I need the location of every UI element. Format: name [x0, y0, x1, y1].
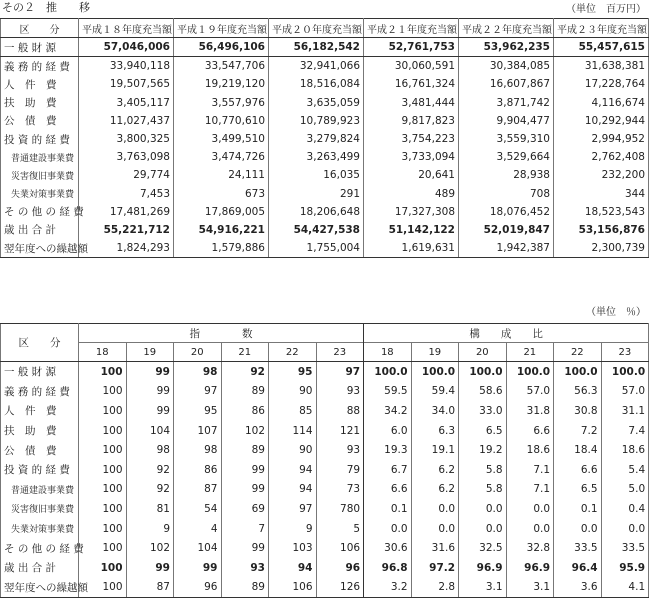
- table1-row-label: そ の 他 の 経 費: [1, 203, 79, 221]
- table1-cell: 10,292,944: [554, 112, 649, 130]
- table1-cell: 3,557,976: [174, 94, 269, 112]
- index-cell: 102: [126, 538, 174, 558]
- ratio-cell: 33.5: [601, 538, 649, 558]
- index-cell: 79: [316, 460, 364, 480]
- table1-cell: 51,142,122: [364, 221, 459, 239]
- ratio-group-header: 構 成 比: [364, 324, 649, 343]
- ratio-cell: 96.8: [364, 558, 412, 578]
- ratio-cell: 0.0: [459, 519, 507, 539]
- ratio-cell: 5.8: [459, 480, 507, 500]
- ratio-cell: 6.6: [364, 480, 412, 500]
- ratio-cell: 3.2: [364, 578, 412, 598]
- index-cell: 104: [174, 538, 222, 558]
- ratio-cell: 5.4: [601, 460, 649, 480]
- index-cell: 86: [174, 460, 222, 480]
- table1-cell: 3,800,325: [79, 130, 174, 148]
- table2-row-label: 普通建設事業費: [1, 480, 79, 500]
- table2-row: [1, 499, 649, 519]
- index-cell: 103: [269, 538, 317, 558]
- table1-cell: 29,774: [79, 166, 174, 184]
- table1-cell: 1,579,886: [174, 239, 269, 258]
- table1-cell: 1,824,293: [79, 239, 174, 258]
- table1-year-header: 平成２３年度充当額: [554, 19, 649, 38]
- table2-group-header-row: [1, 324, 649, 343]
- table2-row: [1, 421, 649, 441]
- table1-cell: 1,755,004: [269, 239, 364, 258]
- ratio-cell: 0.0: [459, 499, 507, 519]
- ratio-cell: 100.0: [459, 362, 507, 382]
- table1-row: [1, 75, 649, 93]
- index-cell: 89: [221, 440, 269, 460]
- table1-cell: 32,941,066: [269, 57, 364, 76]
- table1-cell: 18,206,648: [269, 203, 364, 221]
- table1-cell: 30,384,085: [459, 57, 554, 76]
- table1-row: [1, 221, 649, 239]
- ratio-cell: 2.8: [411, 578, 459, 598]
- table1-cell: 33,547,706: [174, 57, 269, 76]
- index-cell: 92: [126, 460, 174, 480]
- table2-row-label: 義 務 的 経 費: [1, 382, 79, 402]
- table1-cell: 10,789,923: [269, 112, 364, 130]
- table1-cell: 344: [554, 185, 649, 203]
- table2-header-label: 区 分: [1, 324, 79, 362]
- table1-cell: 3,559,310: [459, 130, 554, 148]
- table2-year-header: 20: [174, 343, 222, 362]
- table2-year-header: 21: [506, 343, 554, 362]
- ratio-cell: 0.0: [411, 499, 459, 519]
- index-cell: 93: [316, 440, 364, 460]
- index-group-header: 指 数: [79, 324, 364, 343]
- table2-row-label: 歳 出 合 計: [1, 558, 79, 578]
- table1-cell: 9,817,823: [364, 112, 459, 130]
- index-cell: 99: [174, 558, 222, 578]
- table2-row: [1, 578, 649, 598]
- ratio-cell: 18.4: [554, 440, 602, 460]
- index-cell: 107: [174, 421, 222, 441]
- ratio-cell: 6.5: [459, 421, 507, 441]
- ratio-cell: 57.0: [506, 382, 554, 402]
- index-cell: 95: [269, 362, 317, 382]
- table1-row: [1, 57, 649, 76]
- index-cell: 97: [316, 362, 364, 382]
- ratio-cell: 3.6: [554, 578, 602, 598]
- ratio-cell: 100.0: [364, 362, 412, 382]
- table2-row: [1, 460, 649, 480]
- table2-year-header: 23: [601, 343, 649, 362]
- table1-cell: 3,763,098: [79, 148, 174, 166]
- index-cell: 99: [221, 538, 269, 558]
- table2-year-header: 19: [126, 343, 174, 362]
- index-cell: 89: [221, 382, 269, 402]
- table1-year-header: 平成１９年度充当額: [174, 19, 269, 38]
- table1-cell: 55,221,712: [79, 221, 174, 239]
- ratio-cell: 6.6: [506, 421, 554, 441]
- index-cell: 100: [79, 558, 127, 578]
- ratio-cell: 6.2: [411, 460, 459, 480]
- table1-cell: 11,027,437: [79, 112, 174, 130]
- index-cell: 99: [221, 480, 269, 500]
- table1-row-label: 歳 出 合 計: [1, 221, 79, 239]
- table2-year-header: 22: [554, 343, 602, 362]
- ratio-cell: 18.6: [601, 440, 649, 460]
- table2-row: [1, 440, 649, 460]
- index-cell: 69: [221, 499, 269, 519]
- table1-cell: 53,962,235: [459, 38, 554, 57]
- index-cell: 106: [269, 578, 317, 598]
- table1-cell: 57,046,006: [79, 38, 174, 57]
- index-cell: 4: [174, 519, 222, 539]
- table1-cell: 3,754,223: [364, 130, 459, 148]
- table1-row: [1, 112, 649, 130]
- table2-year-header: 19: [411, 343, 459, 362]
- table2-row: [1, 382, 649, 402]
- ratio-cell: 33.5: [554, 538, 602, 558]
- table1-row-label: 扶 助 費: [1, 94, 79, 112]
- table1-cell: 2,994,952: [554, 130, 649, 148]
- index-cell: 88: [316, 401, 364, 421]
- ratio-cell: 6.5: [554, 480, 602, 500]
- index-cell: 104: [126, 421, 174, 441]
- table1-cell: 17,228,764: [554, 75, 649, 93]
- index-ratio-table: [0, 323, 649, 598]
- index-cell: 99: [221, 460, 269, 480]
- table1-cell: 53,156,876: [554, 221, 649, 239]
- table1-row: [1, 203, 649, 221]
- table1-cell: 3,263,499: [269, 148, 364, 166]
- table1-row-label: 普通建設事業費: [1, 148, 79, 166]
- table1-year-header: 平成２２年度充当額: [459, 19, 554, 38]
- table1-cell: 16,035: [269, 166, 364, 184]
- table2-year-header: 23: [316, 343, 364, 362]
- ratio-cell: 0.0: [506, 499, 554, 519]
- table2-row-label: 一 般 財 源: [1, 362, 79, 382]
- index-cell: 92: [221, 362, 269, 382]
- table2-row: [1, 362, 649, 382]
- table1-header-row: [1, 19, 649, 38]
- table1-cell: 232,200: [554, 166, 649, 184]
- table1-cell: 17,327,308: [364, 203, 459, 221]
- table1-year-header: 平成２０年度充当額: [269, 19, 364, 38]
- table1-cell: 16,607,867: [459, 75, 554, 93]
- table1-cell: 3,529,664: [459, 148, 554, 166]
- table1-row-label: 一 般 財 源: [1, 38, 79, 57]
- index-cell: 95: [174, 401, 222, 421]
- table1-year-header: 平成１８年度充当額: [79, 19, 174, 38]
- ratio-cell: 6.3: [411, 421, 459, 441]
- ratio-cell: 5.8: [459, 460, 507, 480]
- ratio-cell: 3.1: [459, 578, 507, 598]
- table2-year-header: 20: [459, 343, 507, 362]
- table1-cell: 708: [459, 185, 554, 203]
- ratio-cell: 30.6: [364, 538, 412, 558]
- index-cell: 89: [221, 578, 269, 598]
- index-cell: 81: [126, 499, 174, 519]
- table1-cell: 56,496,106: [174, 38, 269, 57]
- table1-row: [1, 166, 649, 184]
- index-cell: 99: [126, 401, 174, 421]
- ratio-cell: 100.0: [601, 362, 649, 382]
- index-cell: 73: [316, 480, 364, 500]
- index-cell: 100: [79, 401, 127, 421]
- ratio-cell: 7.1: [506, 460, 554, 480]
- table1-cell: 19,507,565: [79, 75, 174, 93]
- table1-cell: 2,762,408: [554, 148, 649, 166]
- index-cell: 121: [316, 421, 364, 441]
- table2-year-header: 22: [269, 343, 317, 362]
- table2-row-label: そ の 他 の 経 費: [1, 538, 79, 558]
- table1-cell: 24,111: [174, 166, 269, 184]
- table1-cell: 2,300,739: [554, 239, 649, 258]
- ratio-cell: 19.3: [364, 440, 412, 460]
- table2-row: [1, 519, 649, 539]
- table2-row-label: 公 債 費: [1, 440, 79, 460]
- index-cell: 114: [269, 421, 317, 441]
- table2-year-header: 18: [364, 343, 412, 362]
- index-cell: 92: [126, 480, 174, 500]
- ratio-cell: 96.9: [506, 558, 554, 578]
- table1-row: [1, 130, 649, 148]
- ratio-cell: 7.2: [554, 421, 602, 441]
- ratio-cell: 57.0: [601, 382, 649, 402]
- index-cell: 9: [269, 519, 317, 539]
- table2-row-label: 失業対策事業費: [1, 519, 79, 539]
- table1-cell: 18,523,543: [554, 203, 649, 221]
- index-cell: 100: [79, 519, 127, 539]
- index-cell: 90: [269, 382, 317, 402]
- ratio-cell: 19.1: [411, 440, 459, 460]
- ratio-cell: 0.0: [411, 519, 459, 539]
- index-cell: 100: [79, 480, 127, 500]
- table2-year-header: 21: [221, 343, 269, 362]
- table1-cell: 3,871,742: [459, 94, 554, 112]
- ratio-cell: 6.0: [364, 421, 412, 441]
- ratio-cell: 56.3: [554, 382, 602, 402]
- table2-year-header: 18: [79, 343, 127, 362]
- ratio-cell: 59.4: [411, 382, 459, 402]
- ratio-cell: 7.1: [506, 480, 554, 500]
- table1-row-label: 災害復旧事業費: [1, 166, 79, 184]
- table1-header-label: 区 分: [1, 19, 79, 38]
- table2-row: [1, 401, 649, 421]
- table1-row-label: 人 件 費: [1, 75, 79, 93]
- ratio-cell: 0.0: [364, 519, 412, 539]
- ratio-cell: 0.1: [554, 499, 602, 519]
- table1-cell: 9,904,477: [459, 112, 554, 130]
- table1-cell: 18,516,084: [269, 75, 364, 93]
- index-cell: 100: [79, 362, 127, 382]
- table2-row: [1, 538, 649, 558]
- table1-cell: 30,060,591: [364, 57, 459, 76]
- table1-cell: 3,481,444: [364, 94, 459, 112]
- index-cell: 96: [316, 558, 364, 578]
- ratio-cell: 0.4: [601, 499, 649, 519]
- index-cell: 87: [174, 480, 222, 500]
- ratio-cell: 30.8: [554, 401, 602, 421]
- ratio-cell: 3.1: [506, 578, 554, 598]
- table1-cell: 54,427,538: [269, 221, 364, 239]
- ratio-cell: 32.5: [459, 538, 507, 558]
- table1-cell: 54,916,221: [174, 221, 269, 239]
- ratio-cell: 100.0: [554, 362, 602, 382]
- index-cell: 94: [269, 460, 317, 480]
- unit-label-2: （単位 ％）: [586, 307, 646, 318]
- index-cell: 100: [79, 499, 127, 519]
- index-cell: 93: [221, 558, 269, 578]
- ratio-cell: 33.0: [459, 401, 507, 421]
- ratio-cell: 96.4: [554, 558, 602, 578]
- ratio-cell: 34.0: [411, 401, 459, 421]
- index-cell: 100: [79, 460, 127, 480]
- index-cell: 100: [79, 538, 127, 558]
- index-cell: 98: [174, 362, 222, 382]
- table1-cell: 52,019,847: [459, 221, 554, 239]
- ratio-cell: 58.6: [459, 382, 507, 402]
- index-cell: 98: [174, 440, 222, 460]
- table1-row-label: 翌年度への繰越額: [1, 239, 79, 258]
- unit-label-1: （単位 百万円）: [566, 4, 646, 15]
- table1-cell: 18,076,452: [459, 203, 554, 221]
- index-cell: 99: [126, 362, 174, 382]
- table1-row: [1, 38, 649, 57]
- ratio-cell: 5.0: [601, 480, 649, 500]
- table1-cell: 7,453: [79, 185, 174, 203]
- ratio-cell: 0.0: [506, 519, 554, 539]
- table1-year-header: 平成２１年度充当額: [364, 19, 459, 38]
- ratio-cell: 100.0: [411, 362, 459, 382]
- ratio-cell: 96.9: [459, 558, 507, 578]
- table2-row-label: 投 資 的 経 費: [1, 460, 79, 480]
- table2-year-header-row: [1, 343, 649, 362]
- index-cell: 97: [174, 382, 222, 402]
- table2-row-label: 災害復旧事業費: [1, 499, 79, 519]
- table1-cell: 4,116,674: [554, 94, 649, 112]
- table1-cell: 33,940,118: [79, 57, 174, 76]
- table1-row: [1, 239, 649, 258]
- table1-cell: 20,641: [364, 166, 459, 184]
- index-cell: 9: [126, 519, 174, 539]
- table1-row-label: 投 資 的 経 費: [1, 130, 79, 148]
- table1-cell: 56,182,542: [269, 38, 364, 57]
- table1-cell: 28,938: [459, 166, 554, 184]
- ratio-cell: 19.2: [459, 440, 507, 460]
- table1-cell: 3,733,094: [364, 148, 459, 166]
- ratio-cell: 0.1: [364, 499, 412, 519]
- index-cell: 94: [269, 558, 317, 578]
- table1-cell: 17,481,269: [79, 203, 174, 221]
- index-cell: 780: [316, 499, 364, 519]
- table1-cell: 3,635,059: [269, 94, 364, 112]
- table1-cell: 17,869,005: [174, 203, 269, 221]
- index-cell: 98: [126, 440, 174, 460]
- index-cell: 100: [79, 382, 127, 402]
- table2-row: [1, 558, 649, 578]
- ratio-cell: 34.2: [364, 401, 412, 421]
- ratio-cell: 97.2: [411, 558, 459, 578]
- table1-row: [1, 185, 649, 203]
- table1-cell: 3,279,824: [269, 130, 364, 148]
- ratio-cell: 100.0: [506, 362, 554, 382]
- ratio-cell: 59.5: [364, 382, 412, 402]
- table2-row-label: 翌年度への繰越額: [1, 578, 79, 598]
- ratio-cell: 32.8: [506, 538, 554, 558]
- ratio-cell: 0.0: [601, 519, 649, 539]
- table1-cell: 1,942,387: [459, 239, 554, 258]
- index-cell: 100: [79, 421, 127, 441]
- index-cell: 54: [174, 499, 222, 519]
- table1-cell: 16,761,324: [364, 75, 459, 93]
- table1-row: [1, 94, 649, 112]
- index-cell: 100: [79, 578, 127, 598]
- index-cell: 7: [221, 519, 269, 539]
- transition-amount-table: [0, 18, 649, 258]
- table1-cell: 3,499,510: [174, 130, 269, 148]
- section-title: その２ 推 移: [2, 1, 90, 14]
- table2-row-label: 人 件 費: [1, 401, 79, 421]
- index-cell: 93: [316, 382, 364, 402]
- ratio-cell: 31.1: [601, 401, 649, 421]
- index-cell: 90: [269, 440, 317, 460]
- ratio-cell: 95.9: [601, 558, 649, 578]
- table1-row-label: 義 務 的 経 費: [1, 57, 79, 76]
- table1-cell: 55,457,615: [554, 38, 649, 57]
- table1-cell: 291: [269, 185, 364, 203]
- ratio-cell: 6.6: [554, 460, 602, 480]
- ratio-cell: 6.2: [411, 480, 459, 500]
- ratio-cell: 4.1: [601, 578, 649, 598]
- ratio-cell: 0.0: [554, 519, 602, 539]
- index-cell: 126: [316, 578, 364, 598]
- table1-cell: 1,619,631: [364, 239, 459, 258]
- index-cell: 99: [126, 382, 174, 402]
- ratio-cell: 31.6: [411, 538, 459, 558]
- table1-row-label: 公 債 費: [1, 112, 79, 130]
- table1-cell: 489: [364, 185, 459, 203]
- index-cell: 94: [269, 480, 317, 500]
- index-cell: 96: [174, 578, 222, 598]
- table1-cell: 19,219,120: [174, 75, 269, 93]
- table1-cell: 3,474,726: [174, 148, 269, 166]
- table1-cell: 52,761,753: [364, 38, 459, 57]
- table1-cell: 673: [174, 185, 269, 203]
- table1-row: [1, 148, 649, 166]
- index-cell: 106: [316, 538, 364, 558]
- index-cell: 87: [126, 578, 174, 598]
- index-cell: 86: [221, 401, 269, 421]
- ratio-cell: 18.6: [506, 440, 554, 460]
- index-cell: 99: [126, 558, 174, 578]
- table1-cell: 10,770,610: [174, 112, 269, 130]
- table1-row-label: 失業対策事業費: [1, 185, 79, 203]
- table2-row: [1, 480, 649, 500]
- ratio-cell: 6.7: [364, 460, 412, 480]
- index-cell: 100: [79, 440, 127, 460]
- table1-cell: 3,405,117: [79, 94, 174, 112]
- index-cell: 5: [316, 519, 364, 539]
- index-cell: 85: [269, 401, 317, 421]
- table1-cell: 31,638,381: [554, 57, 649, 76]
- ratio-cell: 7.4: [601, 421, 649, 441]
- index-cell: 102: [221, 421, 269, 441]
- index-cell: 97: [269, 499, 317, 519]
- ratio-cell: 31.8: [506, 401, 554, 421]
- table2-row-label: 扶 助 費: [1, 421, 79, 441]
